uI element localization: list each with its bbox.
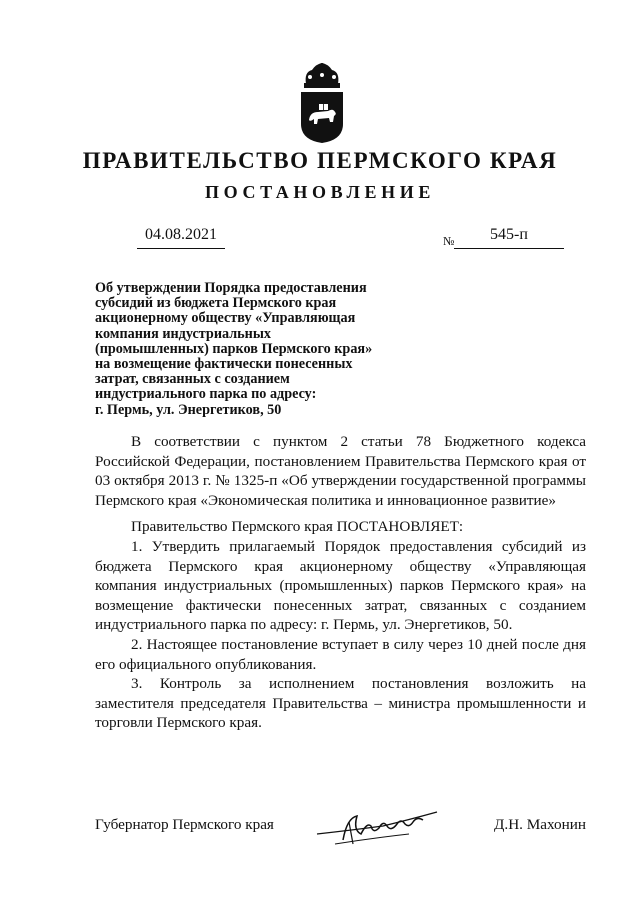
subject-line: г. Пермь, ул. Энергетиков, 50 <box>95 401 282 418</box>
signatory-name: Д.Н. Махонин <box>494 816 586 833</box>
subject-line: Об утверждении Порядка предоставления <box>95 280 367 296</box>
subject-line: индустриального парка по адресу: <box>95 386 317 403</box>
decree-paragraph: Правительство Пермского края ПОСТАНОВЛЯЕТ: <box>131 518 464 536</box>
document-date: 04.08.2021 <box>137 226 225 249</box>
item-3-paragraph: 3. Контроль за исполнением постановления возложить на заместителя председателя Правительства – министра промышленности и торговли Пермского края. <box>95 675 586 732</box>
number-label: № <box>443 234 455 248</box>
signatory-position: Губернатор Пермского края <box>95 816 274 833</box>
handwritten-signature <box>313 800 443 850</box>
subject-line: затрат, связанных с созданием <box>95 371 290 388</box>
item-2-paragraph: 2. Настоящее постановление вступает в силу через 10 дней после дня его официального опубликования. <box>95 635 586 673</box>
subject-line: акционерному обществу «Управляющая <box>95 310 356 327</box>
subject-line: на возмещение фактически понесенных <box>95 356 353 373</box>
government-title: ПРАВИТЕЛЬСТВО ПЕРМСКОГО КРАЯ <box>82 148 558 173</box>
subject-line: (промышленных) парков Пермского края» <box>95 340 373 357</box>
document-body <box>95 432 586 733</box>
preamble-paragraph: В соответствии с пунктом 2 статьи 78 Бюджетного кодекса Российской Федерации, постановлением Правительства Пермского края от 03 октября 2013 г. № 1325-п «Об утверждении государственной программы Пермского края «Экономическая политика и инновационное развитие» <box>95 433 586 509</box>
document-type: ПОСТАНОВЛЕНИЕ <box>205 182 435 202</box>
subject-line: компания индустриальных <box>95 325 272 342</box>
subject-line: субсидий из бюджета Пермского края <box>95 295 337 312</box>
document-subject <box>95 281 405 418</box>
document-number: 545-п <box>454 226 564 249</box>
coat-of-arms-emblem <box>298 62 346 144</box>
item-1-paragraph: 1. Утвердить прилагаемый Порядок предоставления субсидий из бюджета Пермского края акционерному обществу «Управляющая компания индустриальных (промышленных) парков Пермского края» на возмещение фактически понесенных затрат, связанных с созданием индустриального парка по адресу: г. Пермь, ул. Энергетиков, 50. <box>95 537 586 634</box>
